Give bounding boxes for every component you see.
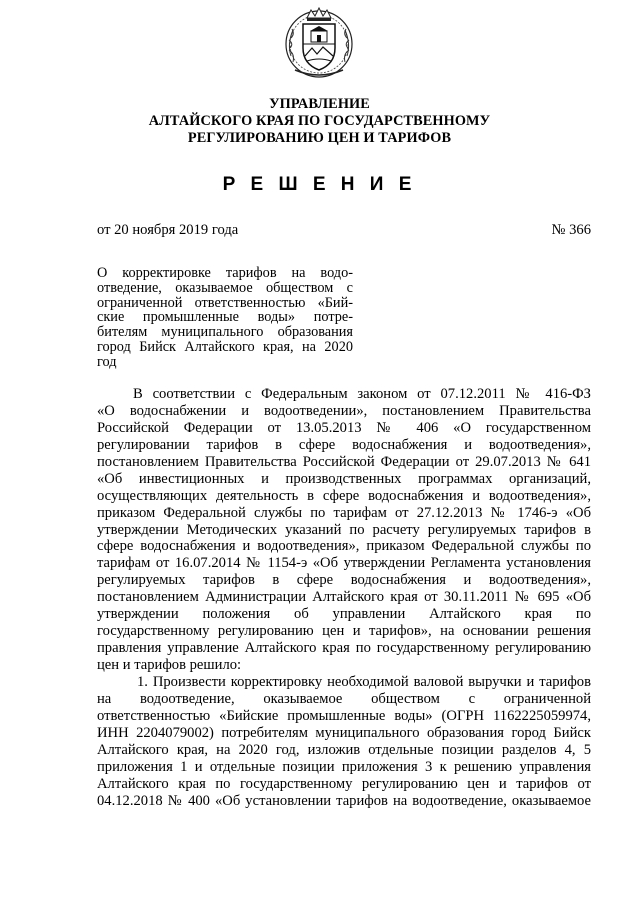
body-line: утверждении Методических указаний по расчету регулируемых тарифов в — [97, 521, 591, 538]
subject-line: ские промышленные воды» потре- — [97, 309, 353, 326]
body-line: приказом Федеральной службы по тарифам от 27.12.2013 № 1746-э «Об — [97, 504, 591, 521]
body-line: тарифам от 16.07.2014 № 1154-э «Об утверждении Регламента установления — [97, 555, 591, 572]
authority-line: АЛТАЙСКОГО КРАЯ ПО ГОСУДАРСТВЕННОМУ — [148, 113, 491, 129]
body-line: регулируемых тарифов в сфере водоснабжения и водоотведения», — [97, 572, 591, 589]
document-body — [97, 386, 591, 809]
authority-line: УПРАВЛЕНИЕ — [269, 96, 370, 112]
body-line: на водоотведение, оказываемое обществом с ограниченной — [97, 690, 591, 707]
body-line: утверждении положения об управлении Алтайского края по — [97, 606, 591, 623]
coat-of-arms-icon — [281, 4, 357, 80]
body-line: Российской Федерации от 13.05.2013 № 406 «О государственном — [97, 419, 591, 436]
body-line: 1. Произвести корректировку необходимой валовой выручки и тарифов — [137, 673, 591, 690]
body-line: «О водоснабжении и водоотведении», постановлением Правительства — [97, 402, 591, 419]
body-line: регулировании тарифов в сфере водоснабжения и водоотведения», — [97, 436, 591, 453]
document-subject — [97, 266, 353, 370]
body-line: Алтайского края, на 2020 год, изложив отдельные позиции разделов 4, 5 — [97, 741, 591, 758]
body-line: государственному регулированию цен и тарифов», на основании решения — [97, 623, 591, 640]
body-line: приложения 1 и отдельные позиции приложения 3 к решению управления — [97, 758, 591, 775]
body-line: 04.12.2018 № 400 «Об установлении тарифов на водоотведение, оказываемое — [97, 792, 591, 809]
body-line: осуществляющих деятельность в сфере водоснабжения и водоотведения», — [97, 487, 591, 504]
body-line: постановлением Правительства Российской Федерации от 29.07.2013 № 641 — [97, 453, 591, 470]
subject-line: отведение, оказываемое обществом с — [97, 279, 353, 296]
body-line: ИНН 2204079002) потребителям муниципального образования город Бийск — [97, 724, 591, 741]
body-line: Алтайского края по государственному регулированию цен и тарифов от — [97, 775, 591, 792]
body-line: цен и тарифов решило: — [97, 657, 242, 673]
body-line: В соответствии с Федеральным законом от 07.12.2011 № 416-ФЗ — [133, 386, 591, 402]
document-title: Р Е Ш Е Н И Е — [222, 174, 417, 195]
body-line: правления управление Алтайского края по государственному регулированию — [97, 640, 591, 657]
body-line: постановлением Администрации Алтайского края от 30.11.2011 № 695 «Об — [97, 589, 591, 606]
issuing-authority — [0, 96, 639, 147]
document-date: от 20 ноября 2019 года — [97, 222, 239, 238]
body-line: сфере водоснабжения и водоотведения», приказом Федеральной службы по — [97, 538, 591, 555]
body-line: ответственностью «Бийские промышленные воды» (ОГРН 1162225059974, — [97, 707, 591, 724]
subject-line: год — [97, 353, 117, 370]
subject-line: О корректировке тарифов на водо- — [97, 265, 353, 281]
subject-line: ограниченной ответственностью «Бий- — [97, 294, 353, 311]
subject-line: бителям муниципального образования — [97, 324, 353, 341]
document-number: № 366 — [551, 222, 591, 238]
subject-line: город Бийск Алтайского края, на 2020 — [97, 338, 353, 355]
body-line: «Об инвестиционных и производственных программах организаций, — [97, 470, 591, 487]
authority-line: РЕГУЛИРОВАНИЮ ЦЕН И ТАРИФОВ — [187, 130, 452, 146]
